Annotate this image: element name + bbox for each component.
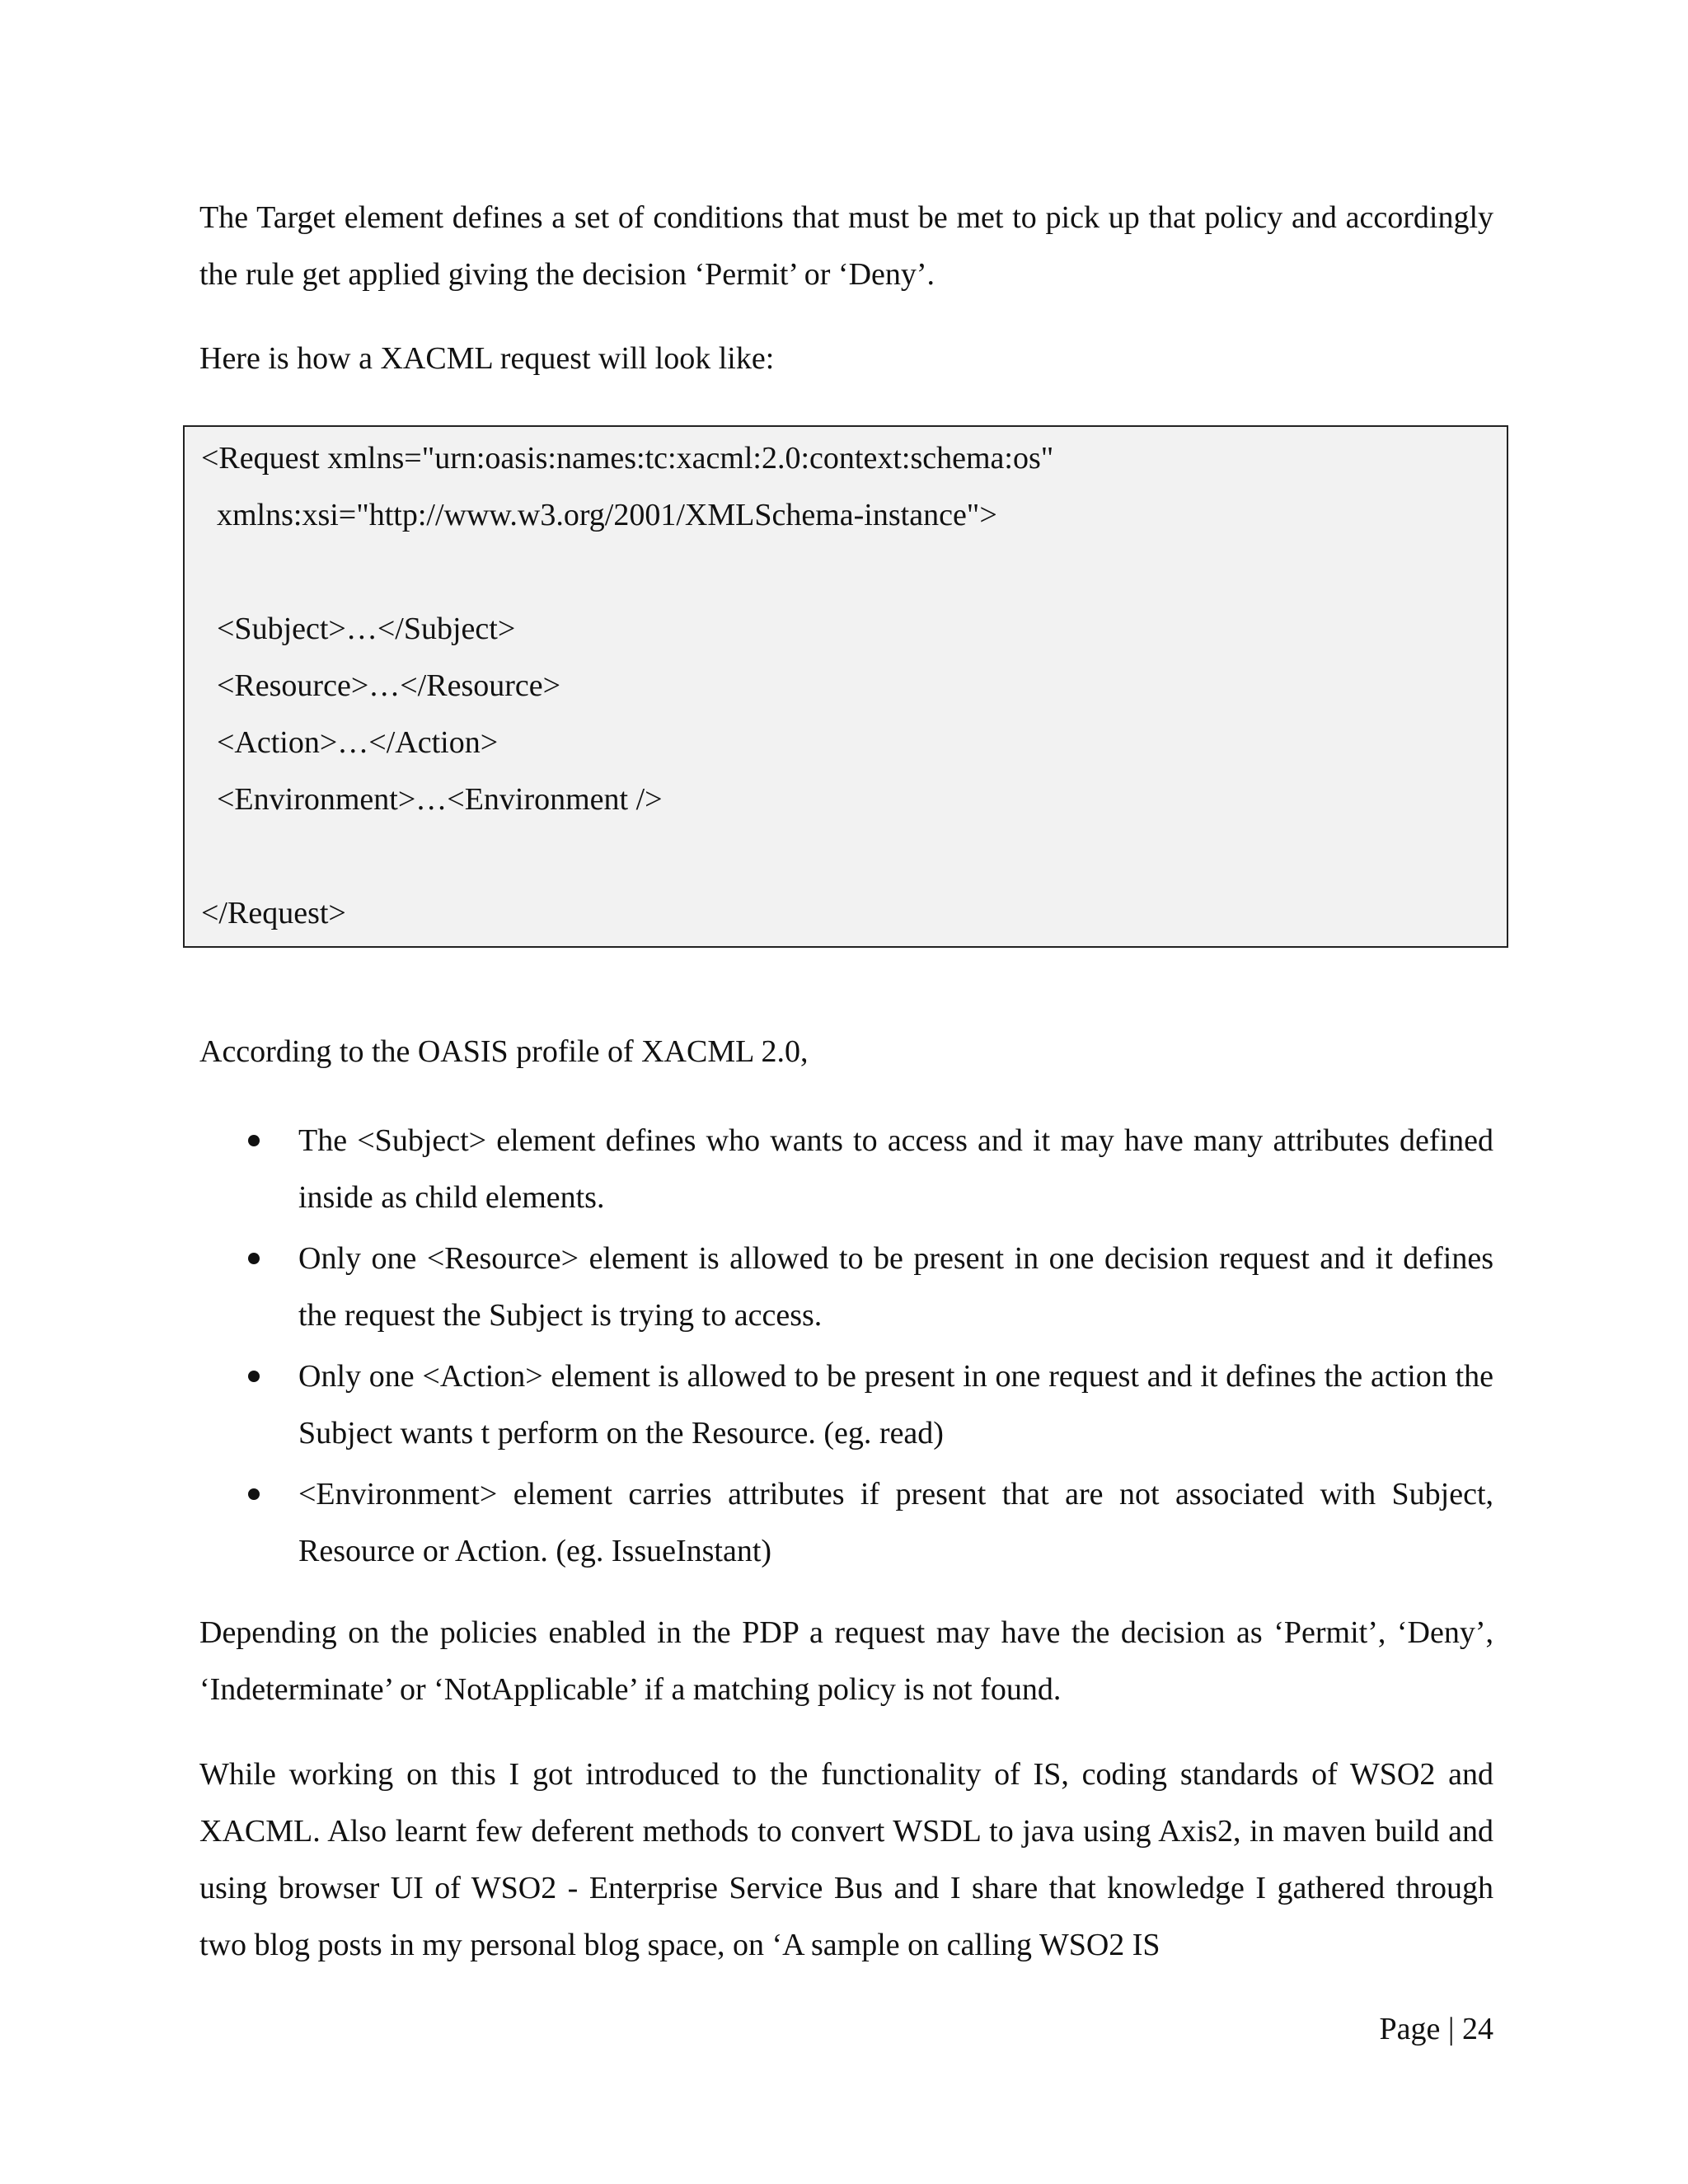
oasis-intro-paragraph: According to the OASIS profile of XACML 2.0, bbox=[199, 1034, 809, 1069]
list-item-text: The <Subject> element defines who wants to access and it may have many attributes defined inside as child elements. bbox=[298, 1123, 1493, 1215]
bullet-icon bbox=[248, 1371, 260, 1382]
list-item bbox=[199, 1113, 1493, 1226]
list-item bbox=[199, 1348, 1493, 1462]
bullet-icon bbox=[248, 1488, 260, 1500]
code-line: xmlns:xsi="http://www.w3.org/2001/XMLSchema-instance"> bbox=[201, 498, 997, 532]
xacml-request-code-box bbox=[183, 425, 1508, 948]
list-item-text: <Environment> element carries attributes if present that are not associated with Subject, Resource or Action. (eg. IssueInstant) bbox=[298, 1477, 1493, 1568]
decision-paragraph: Depending on the policies enabled in the PDP a request may have the decision as ‘Permit’, ‘Deny’, ‘Indeterminate’ or ‘NotApplicable’ if a matching policy is not found. bbox=[199, 1615, 1493, 1707]
code-line: </Request> bbox=[201, 896, 346, 930]
code-line: <Subject>…</Subject> bbox=[201, 612, 516, 646]
page-number: Page | 24 bbox=[1379, 2012, 1493, 2046]
code-line: <Environment>…<Environment /> bbox=[201, 782, 663, 817]
list-item-text: Only one <Action> element is allowed to be present in one request and it defines the action the Subject wants t perform on the Resource. (eg. read) bbox=[298, 1359, 1493, 1451]
working-paragraph: While working on this I got introduced to the functionality of IS, coding standards of WSO2 and XACML. Also learnt few deferent methods to convert WSDL to java using Axis2, in maven build and using browser UI of WSO2 - Enterprise Service Bus and I share that knowledge I gathered through two blog posts in my personal blog space, on ‘A sample on calling WSO2 IS bbox=[199, 1757, 1493, 1962]
target-paragraph: The Target element defines a set of conditions that must be met to pick up that policy and accordingly the rule get applied giving the decision ‘Permit’ or ‘Deny’. bbox=[199, 200, 1493, 292]
code-line: <Action>…</Action> bbox=[201, 725, 499, 760]
code-line: <Resource>…</Resource> bbox=[201, 668, 561, 703]
bullet-icon bbox=[248, 1253, 260, 1264]
oasis-element-list bbox=[199, 1113, 1493, 1584]
list-item-text: Only one <Resource> element is allowed to be present in one decision request and it defines the request the Subject is trying to access. bbox=[298, 1241, 1493, 1333]
list-item bbox=[199, 1230, 1493, 1344]
code-line: <Request xmlns="urn:oasis:names:tc:xacml:2.0:context:schema:os" bbox=[201, 441, 1054, 476]
list-item bbox=[199, 1466, 1493, 1580]
bullet-icon bbox=[248, 1135, 260, 1146]
request-intro-paragraph: Here is how a XACML request will look like: bbox=[199, 341, 775, 376]
